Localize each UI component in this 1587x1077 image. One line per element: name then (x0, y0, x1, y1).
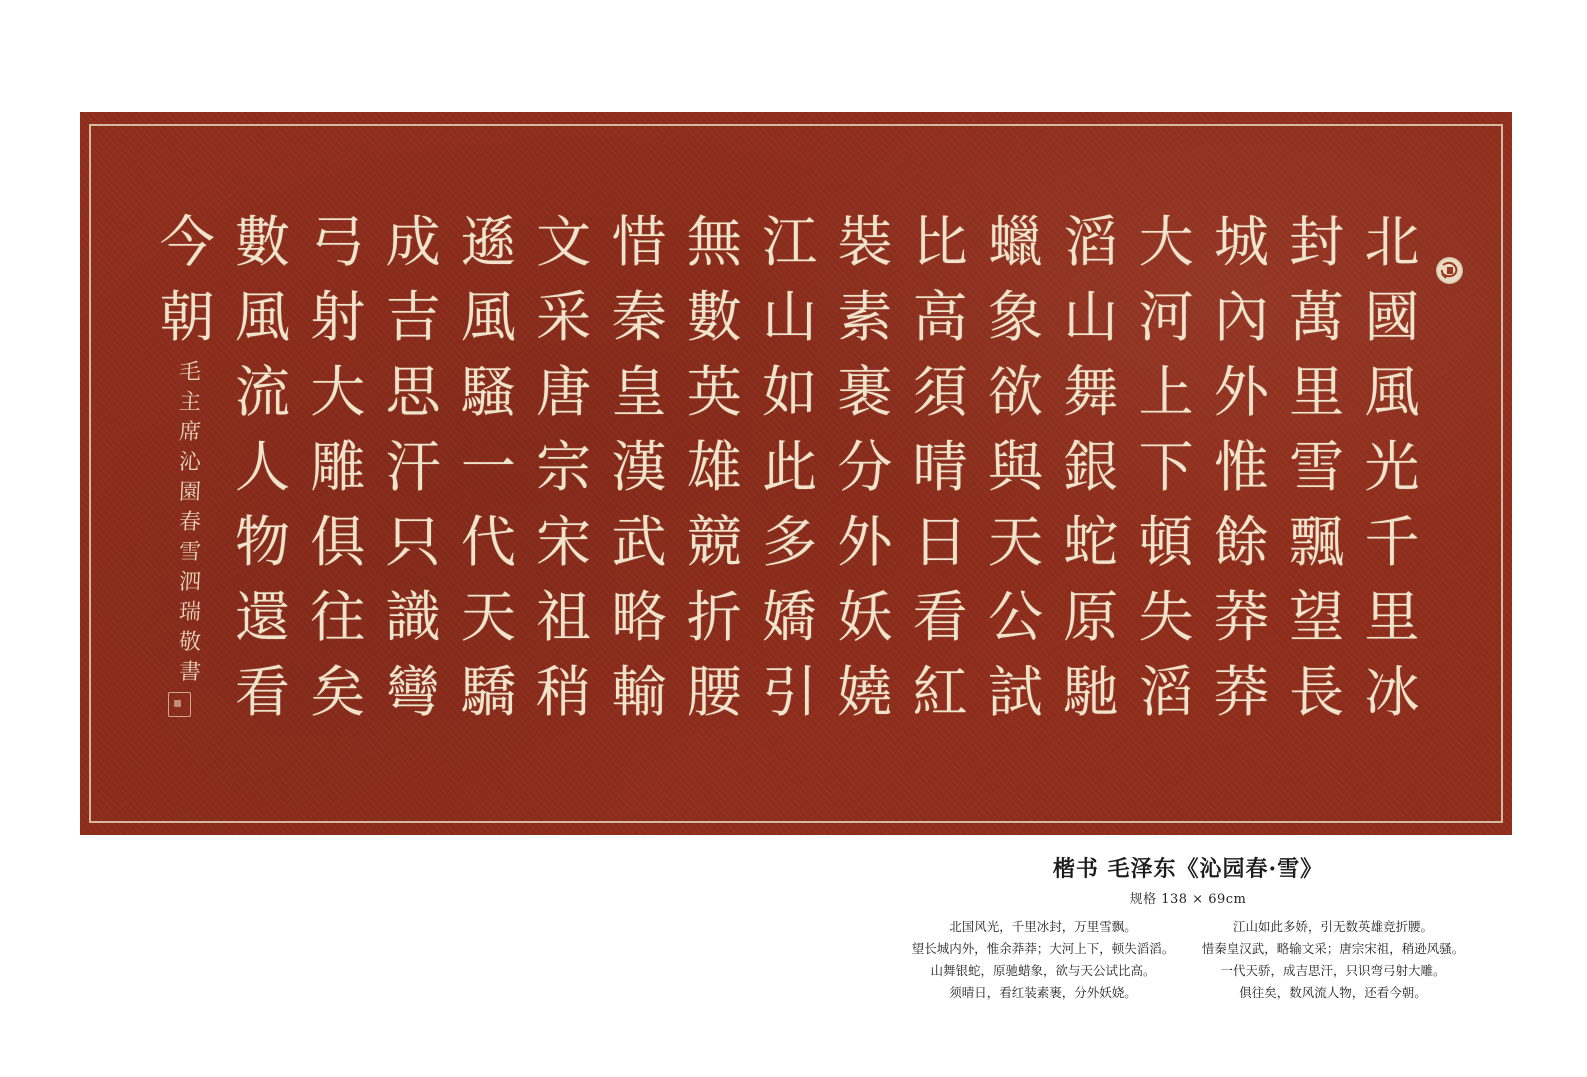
calligraphy-char: 皇 (611, 360, 667, 424)
calligraphy-char: 風 (460, 285, 516, 349)
calligraphy-char: 外 (837, 510, 893, 574)
calligraphy-char: 弓 (310, 210, 366, 274)
calligraphy-char: 騷 (460, 360, 516, 424)
calligraphy-char: 北 (1364, 210, 1420, 274)
calligraphy-char: 須 (912, 360, 968, 424)
calligraphy-char: 飄 (1289, 510, 1345, 574)
calligraphy-char: 彎 (385, 660, 441, 724)
caption-poem (898, 916, 1478, 1004)
calligraphy-char: 蠟 (987, 210, 1043, 274)
calligraphy-char: 望 (1289, 585, 1345, 649)
signature-char: 毛 (178, 360, 202, 385)
calligraphy-char: 無 (686, 210, 742, 274)
calligraphy-char: 風 (234, 285, 290, 349)
calligraphy-char: 嬌 (762, 585, 818, 649)
calligraphy-char: 惟 (1213, 435, 1269, 499)
calligraphy-column (1210, 205, 1272, 730)
calligraphy-char: 數 (234, 210, 290, 274)
signature-char: 書 (178, 660, 202, 685)
calligraphy-char: 稍 (536, 660, 592, 724)
calligraphy-column (608, 205, 670, 730)
calligraphy-char: 物 (234, 510, 290, 574)
poem-line: 俱往矣，数风流人物，还看今朝。 (1239, 985, 1427, 1000)
calligraphy-char: 封 (1289, 210, 1345, 274)
calligraphy-char: 莽 (1213, 585, 1269, 649)
calligraphy-column (382, 205, 444, 730)
poem-line: 山舞银蛇，原驰蜡象，欲与天公试比高。 (930, 963, 1156, 978)
calligraphy-column (985, 205, 1047, 730)
calligraphy-char: 惜 (611, 210, 667, 274)
calligraphy-char: 與 (987, 435, 1043, 499)
caption-spec: 规格 138 × 69cm (1129, 892, 1247, 907)
calligraphy-column (834, 205, 896, 730)
calligraphy-char: 往 (310, 585, 366, 649)
calligraphy-char: 里 (1364, 585, 1420, 649)
calligraphy-column (1060, 205, 1122, 730)
calligraphy-char: 千 (1364, 510, 1420, 574)
calligraphy-char: 采 (536, 285, 592, 349)
signature-char: 雪 (178, 540, 202, 565)
calligraphy-char: 冰 (1364, 660, 1420, 724)
calligraphy-char: 外 (1213, 360, 1269, 424)
calligraphy-char: 上 (1138, 360, 1194, 424)
calligraphy-column (1361, 205, 1423, 730)
calligraphy-char: 頓 (1138, 510, 1194, 574)
calligraphy-char: 原 (1063, 585, 1119, 649)
calligraphy-char: 滔 (1138, 660, 1194, 724)
calligraphy-char: 裹 (837, 360, 893, 424)
calligraphy-column (1286, 205, 1348, 730)
calligraphy-char: 祖 (536, 585, 592, 649)
calligraphy-char: 一 (460, 435, 516, 499)
calligraphy-char: 蛇 (1063, 510, 1119, 574)
calligraphy-char: 里 (1289, 360, 1345, 424)
calligraphy-char: 比 (912, 210, 968, 274)
signature-char: 主 (178, 390, 202, 415)
calligraphy-char: 妖 (837, 585, 893, 649)
calligraphy-char: 朝 (159, 285, 215, 349)
poem-line: 望长城内外，惟余莽莽；大河上下，顿失滔滔。 (911, 941, 1175, 956)
calligraphy-char: 風 (1364, 360, 1420, 424)
calligraphy-char: 看 (912, 585, 968, 649)
signature-char: 敬 (178, 630, 202, 655)
calligraphy-char: 宗 (536, 435, 592, 499)
calligraphy-char: 大 (310, 360, 366, 424)
stanza-two (1188, 916, 1478, 1004)
signature-char: 瑞 (178, 600, 202, 625)
calligraphy-char: 宋 (536, 510, 592, 574)
poem-line: 须晴日，看红装素裹，分外妖娆。 (949, 985, 1137, 1000)
calligraphy-char: 成 (385, 210, 441, 274)
calligraphy-char: 雄 (686, 435, 742, 499)
poem-line: 一代天骄，成吉思汗，只识弯弓射大雕。 (1220, 963, 1446, 978)
signature-char: 泗 (178, 570, 202, 595)
calligraphy-char: 腰 (686, 660, 742, 724)
calligraphy-column (909, 205, 971, 730)
calligraphy-column (457, 205, 519, 730)
calligraphy-char: 城 (1213, 210, 1269, 274)
calligraphy-char: 國 (1364, 285, 1420, 349)
calligraphy-char: 武 (611, 510, 667, 574)
calligraphy-char: 吉 (385, 285, 441, 349)
poem-line: 北国风光，千里冰封，万里雪飘。 (949, 919, 1137, 934)
calligraphy-char: 俱 (310, 510, 366, 574)
calligraphy-char: 光 (1364, 435, 1420, 499)
calligraphy-char: 內 (1213, 285, 1269, 349)
signature-column (171, 358, 209, 688)
calligraphy-char: 失 (1138, 585, 1194, 649)
calligraphy-char: 競 (686, 510, 742, 574)
calligraphy-char: 看 (234, 660, 290, 724)
calligraphy-char: 雕 (310, 435, 366, 499)
signature-seal-icon (168, 692, 191, 717)
calligraphy-char: 遜 (460, 210, 516, 274)
calligraphy-char: 只 (385, 510, 441, 574)
caption (898, 852, 1478, 1004)
calligraphy-char: 如 (762, 360, 818, 424)
calligraphy-char: 漢 (611, 435, 667, 499)
calligraphy-char: 英 (686, 360, 742, 424)
calligraphy-char: 天 (987, 510, 1043, 574)
calligraphy-artwork (80, 112, 1512, 835)
calligraphy-char: 天 (460, 585, 516, 649)
signature-char: 席 (178, 420, 202, 445)
signature-char: 園 (178, 480, 202, 505)
stanza-one (898, 916, 1188, 1004)
calligraphy-column (232, 205, 294, 730)
calligraphy-char: 萬 (1289, 285, 1345, 349)
calligraphy-char: 大 (1138, 210, 1194, 274)
calligraphy-char: 公 (987, 585, 1043, 649)
signature-char: 春 (178, 510, 202, 535)
calligraphy-char: 象 (987, 285, 1043, 349)
calligraphy-char: 汗 (385, 435, 441, 499)
calligraphy-char: 日 (912, 510, 968, 574)
signature-char: 沁 (178, 450, 202, 475)
calligraphy-char: 驕 (460, 660, 516, 724)
calligraphy-char: 高 (912, 285, 968, 349)
calligraphy-char: 長 (1289, 660, 1345, 724)
calligraphy-char: 秦 (611, 285, 667, 349)
poem-line: 惜秦皇汉武，略输文采；唐宗宋祖，稍逊风骚。 (1201, 941, 1465, 956)
calligraphy-column (759, 205, 821, 730)
calligraphy-char: 莽 (1213, 660, 1269, 724)
calligraphy-char: 矣 (310, 660, 366, 724)
calligraphy-char: 餘 (1213, 510, 1269, 574)
calligraphy-char: 多 (762, 510, 818, 574)
calligraphy-column (156, 205, 218, 355)
calligraphy-char: 素 (837, 285, 893, 349)
calligraphy-char: 河 (1138, 285, 1194, 349)
calligraphy-char: 輸 (611, 660, 667, 724)
signature-seal-mark (174, 700, 181, 707)
calligraphy-char: 折 (686, 585, 742, 649)
calligraphy-char: 此 (762, 435, 818, 499)
calligraphy-char: 人 (234, 435, 290, 499)
calligraphy-column (1135, 205, 1197, 730)
poem-line: 江山如此多娇，引无数英雄竞折腰。 (1232, 919, 1433, 934)
calligraphy-char: 銀 (1063, 435, 1119, 499)
calligraphy-char: 滔 (1063, 210, 1119, 274)
calligraphy-char: 裝 (837, 210, 893, 274)
calligraphy-char: 欲 (987, 360, 1043, 424)
calligraphy-char: 數 (686, 285, 742, 349)
calligraphy-char: 識 (385, 585, 441, 649)
calligraphy-char: 文 (536, 210, 592, 274)
calligraphy-char: 分 (837, 435, 893, 499)
calligraphy-char: 馳 (1063, 660, 1119, 724)
calligraphy-char: 舞 (1063, 360, 1119, 424)
calligraphy-char: 思 (385, 360, 441, 424)
calligraphy-char: 引 (762, 660, 818, 724)
artist-seal-icon (1436, 257, 1463, 284)
calligraphy-char: 下 (1138, 435, 1194, 499)
calligraphy-char: 嬈 (837, 660, 893, 724)
calligraphy-char: 晴 (912, 435, 968, 499)
calligraphy-char: 紅 (912, 660, 968, 724)
calligraphy-char: 山 (1063, 285, 1119, 349)
calligraphy-char: 代 (460, 510, 516, 574)
calligraphy-char: 山 (762, 285, 818, 349)
caption-title: 楷书 毛泽东《沁园春·雪》 (1052, 856, 1324, 882)
calligraphy-char: 射 (310, 285, 366, 349)
calligraphy-char: 今 (159, 210, 215, 274)
calligraphy-char: 唐 (536, 360, 592, 424)
calligraphy-char: 試 (987, 660, 1043, 724)
calligraphy-char: 江 (762, 210, 818, 274)
calligraphy-char: 雪 (1289, 435, 1345, 499)
calligraphy-char: 還 (234, 585, 290, 649)
calligraphy-column (307, 205, 369, 730)
calligraphy-char: 流 (234, 360, 290, 424)
calligraphy-char: 略 (611, 585, 667, 649)
calligraphy-column (683, 205, 745, 730)
calligraphy-column (533, 205, 595, 730)
